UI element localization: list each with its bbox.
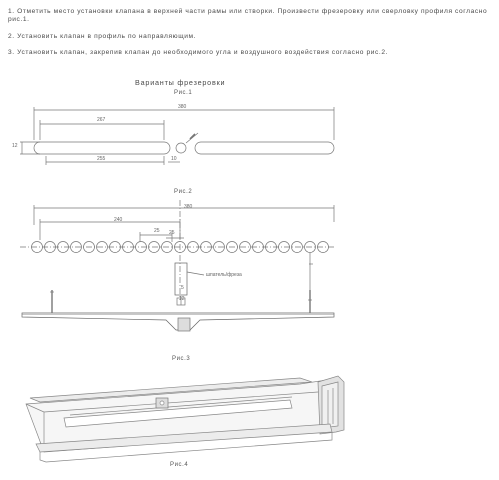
figure-2-label: Рис.2: [174, 189, 193, 195]
instruction-step-2: 2. Установить клапан в профиль по направляющим.: [8, 33, 197, 40]
dim-fig2-a: 25: [154, 228, 160, 234]
fig3-profile-3d: [26, 376, 344, 462]
dim-fig2-top: 380: [184, 204, 193, 210]
dim-slot-inner: 255: [97, 156, 106, 162]
instruction-step-1: 1. Отметить место установки клапана в верхней части рамы или створки. Произвести фрезеровку или сверловку профиля согласно рис.1.: [8, 8, 488, 23]
figure-3-label: Рис.3: [172, 356, 191, 362]
figure-1-label: Рис.1: [174, 90, 193, 96]
dim-fig2-label-b: 12: [179, 296, 185, 302]
dim-fig2-span: 240: [114, 217, 123, 223]
instruction-step-3: 3. Установить клапан, закрепив клапан до необходимого угла и воздушного воздействия согласно рис.2.: [8, 49, 389, 56]
figure-4-label: Рис.4: [170, 462, 189, 468]
fig2-drawing: [20, 200, 334, 331]
fig1-drawing: [20, 107, 334, 165]
dim-overall-top: 380: [178, 104, 187, 110]
dim-fig2-label-a: 5: [181, 285, 184, 291]
section-title: Варианты фрезеровки: [135, 78, 226, 87]
callout-label: шпатель/фреза: [206, 272, 242, 278]
dim-gap: 10: [171, 156, 177, 162]
dim-fig2-b: 25: [169, 230, 175, 236]
dim-slot-length: 267: [97, 117, 106, 123]
dim-height: 12: [12, 143, 18, 149]
